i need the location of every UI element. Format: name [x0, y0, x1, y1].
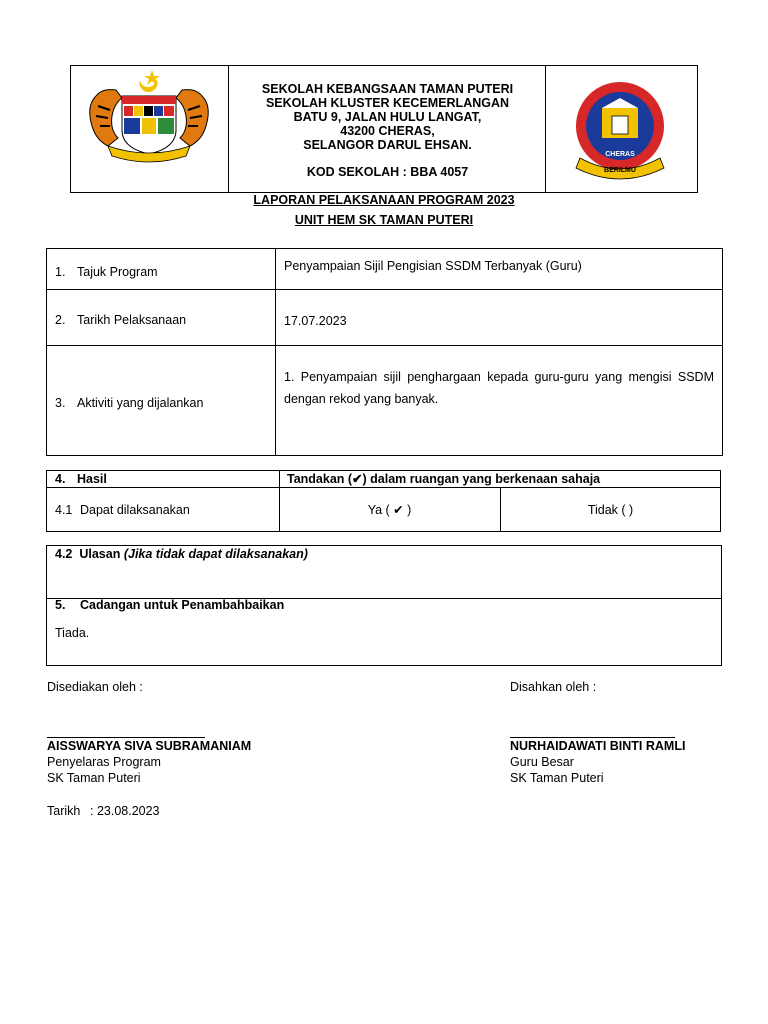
- prepared-org: SK Taman Puteri: [47, 771, 141, 785]
- ulasan-number: 4.2: [55, 547, 73, 561]
- ya-checkbox[interactable]: Ya ( ✔ ): [367, 503, 412, 517]
- prepared-by-label: Disediakan oleh :: [47, 680, 143, 694]
- ulasan-label: Ulasan: [79, 547, 121, 561]
- row1-number: 1.: [55, 265, 66, 279]
- row3-label: Aktiviti yang dijalankan: [77, 396, 204, 410]
- approved-by-label: Disahkan oleh :: [510, 680, 597, 694]
- cadangan-value: Tiada.: [55, 626, 90, 640]
- approved-org: SK Taman Puteri: [510, 771, 604, 785]
- tidak-checkbox[interactable]: Tidak ( ): [587, 503, 634, 517]
- cadangan-label: Cadangan untuk Penambahbaikan: [80, 598, 285, 612]
- ulasan-heading: [55, 546, 308, 562]
- date-value: : 23.08.2023: [90, 804, 160, 818]
- coat-of-arms-emblem: [78, 66, 220, 166]
- hasil-label: Hasil: [77, 472, 107, 486]
- date-label: Tarikh: [47, 804, 81, 818]
- row41-number: 4.1: [55, 503, 73, 517]
- hasil-number: 4.: [55, 472, 66, 486]
- prepared-role: Penyelaras Program: [47, 755, 161, 769]
- report-title: LAPORAN PELAKSANAAN PROGRAM 2023: [253, 193, 515, 207]
- row2-label: Tarikh Pelaksanaan: [77, 313, 187, 327]
- school-logo: [566, 78, 674, 184]
- school-code: KOD SEKOLAH : BBA 4057: [306, 165, 469, 179]
- row41-label: Dapat dilaksanakan: [80, 503, 190, 517]
- address-line-3: SELANGOR DARUL EHSAN.: [303, 138, 472, 152]
- approved-role: Guru Besar: [510, 755, 574, 769]
- cadangan-number: 5.: [55, 598, 66, 612]
- approved-name: NURHAIDAWATI BINTI RAMLI: [510, 739, 686, 753]
- row2-number: 2.: [55, 313, 66, 327]
- address-line-2: 43200 CHERAS,: [340, 124, 435, 138]
- row1-label: Tajuk Program: [77, 265, 158, 279]
- prepared-name: AISSWARYA SIVA SUBRAMANIAM: [47, 739, 252, 753]
- row1-value: Penyampaian Sijil Pengisian SSDM Terbanyak (Guru): [284, 259, 582, 273]
- logo-city-text: CHERAS: [605, 151, 635, 158]
- row3-value: 1. Penyampaian sijil penghargaan kepada guru-guru yang mengisi SSDM dengan rekod yang banyak.: [284, 370, 714, 406]
- school-cluster: SEKOLAH KLUSTER KECEMERLANGAN: [265, 96, 510, 110]
- row2-value: 17.07.2023: [284, 314, 347, 328]
- address-line-1: BATU 9, JALAN HULU LANGAT,: [293, 110, 482, 124]
- ulasan-note: (Jika tidak dapat dilaksanakan): [123, 547, 308, 561]
- row3-number: 3.: [55, 396, 66, 410]
- unit-title: UNIT HEM SK TAMAN PUTERI: [294, 213, 474, 227]
- logo-motto-text: BERILMU: [604, 167, 636, 174]
- tick-instruction: Tandakan (✔) dalam ruangan yang berkenaan sahaja: [287, 472, 601, 486]
- school-name: SEKOLAH KEBANGSAAN TAMAN PUTERI: [261, 82, 514, 96]
